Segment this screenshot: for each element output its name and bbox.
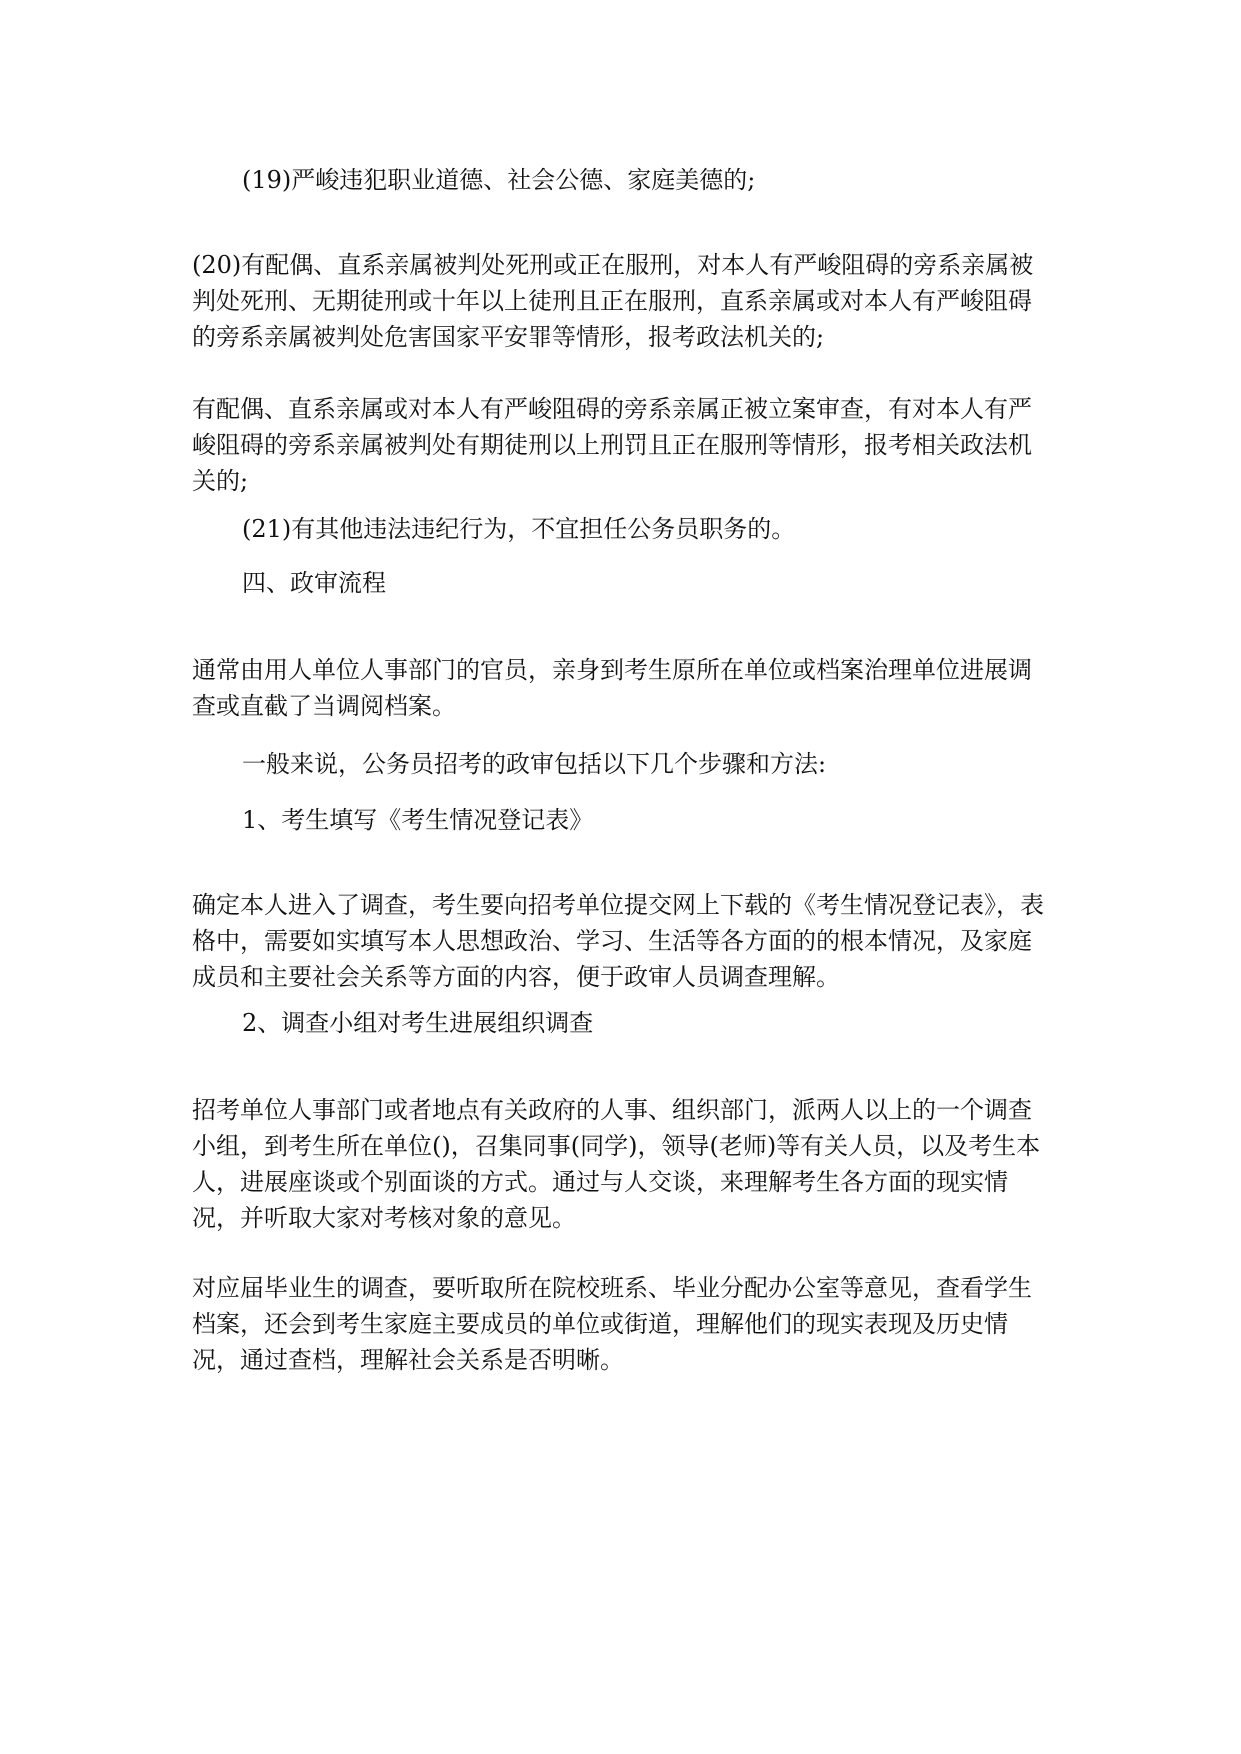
section-heading-4: 四、政审流程	[242, 569, 386, 597]
item-19: (19)严峻违犯职业道德、社会公德、家庭美德的;	[242, 166, 756, 194]
item-20-continued: 有配偶、直系亲属或对本人有严峻阻碍的旁系亲属正被立案审查，有对本人有严峻阻碍的旁系亲属被判处有期徒刑以上刑罚且正在服刑等情形，报考相关政法机关的;	[192, 395, 1032, 495]
step-2-body: 招考单位人事部门或者地点有关政府的人事、组织部门，派两人以上的一个调查小组，到考生所在单位()，召集同事(同学)，领导(老师)等有关人员，以及考生本人，进展座谈或个别面谈的方式。通过与人交谈，来理解考生各方面的现实情况，并听取大家对考核对象的意见。	[192, 1096, 1041, 1232]
item-20: (20)有配偶、直系亲属被判处死刑或正在服刑，对本人有严峻阻碍的旁系亲属被判处死刑、无期徒刑或十年以上徒刑且正在服刑，直系亲属或对本人有严峻阻碍的旁系亲属被判处危害国家平安罪等情形，报考政法机关的;	[192, 251, 1034, 351]
item-21: (21)有其他违法违纪行为，不宜担任公务员职务的。	[242, 515, 796, 543]
step-2-body-graduates: 对应届毕业生的调查，要听取所在院校班系、毕业分配办公室等意见，查看学生档案，还会到考生家庭主要成员的单位或街道，理解他们的现实表现及历史情况，通过查档，理解社会关系是否明晰。	[192, 1274, 1032, 1374]
step-1-body: 确定本人进入了调查，考生要向招考单位提交网上下载的《考生情况登记表》，表格中，需要如实填写本人思想政治、学习、生活等各方面的的根本情况，及家庭成员和主要社会关系等方面的内容，便于政审人员调查理解。	[192, 891, 1044, 991]
step-2-title: 2、调查小组对考生进展组织调查	[242, 1009, 594, 1037]
steps-intro: 一般来说，公务员招考的政审包括以下几个步骤和方法:	[242, 750, 827, 778]
process-intro: 通常由用人单位人事部门的官员，亲身到考生原所在单位或档案治理单位进展调查或直截了当调阅档案。	[192, 656, 1032, 720]
step-1-title: 1、考生填写《考生情况登记表》	[242, 806, 594, 834]
